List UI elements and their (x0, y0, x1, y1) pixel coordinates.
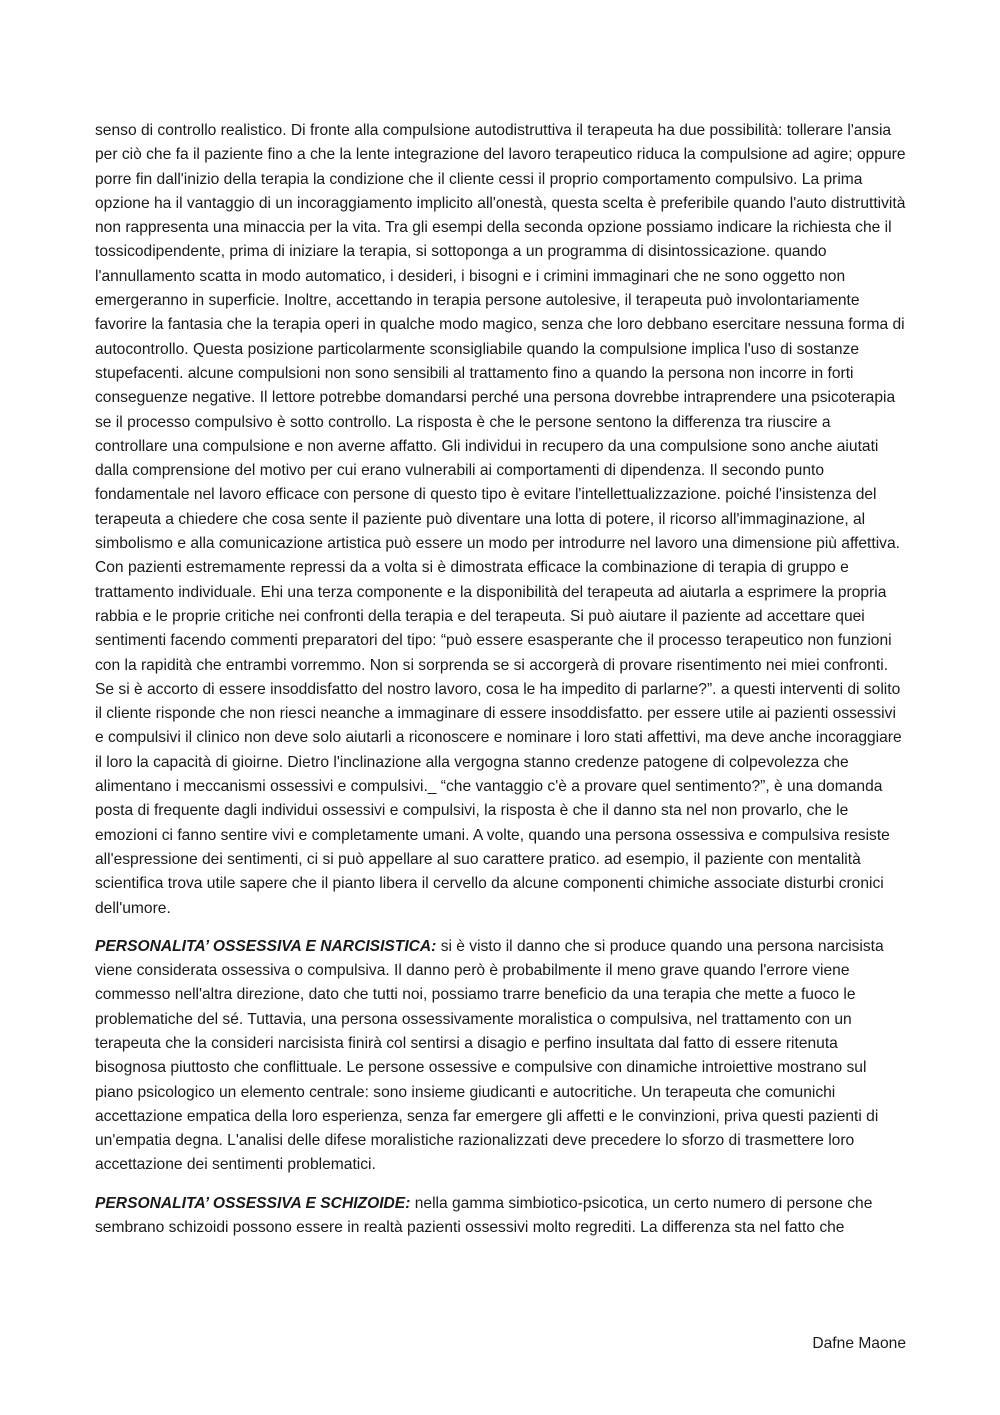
section-heading-schizoide: PERSONALITA’ OSSESSIVA E SCHIZOIDE: (95, 1194, 411, 1212)
footer-author: Dafne Maone (812, 1335, 906, 1352)
paragraph-1: senso di controllo realistico. Di fronte alla compulsione autodistruttiva il terapeuta ha due possibilità: tollerare l'ansia per ciò che fa il paziente fino a che la lente integrazione del lavoro terapeutico riduca la compulsione ad agire; oppure porre fin dall'inizio della terapia la condizione che il cliente cessi il proprio comportamento compulsivo. La prima opzione ha il vantaggio di un incoraggiamento implicito all'onestà, questa scelta è preferibile quando l'auto distruttività non rappresenta una minaccia per la vita. Tra gli esempi della seconda opzione possiamo indicare la richiesta che il tossicodipendente, prima di iniziare la terapia, si sottoponga a un programma di disintossicazione. quando l'annullamento scatta in modo automatico, i desideri, i bisogni e i crimini immaginari che ne sono oggetto non emergeranno in superficie. Inoltre, accettando in terapia persone autolesive, il terapeuta può involontariamente favorire la fantasia che la terapia operi in qualche modo magico, senza che loro debbano esercitare nessuna forma di autocontrollo. Questa posizione particolarmente sconsigliabile quando la compulsione implica l'uso di sostanze stupefacenti. alcune compulsioni non sono sensibili al trattamento fino a quando la persona non incorre in forti conseguenze negative. Il lettore potrebbe domandarsi perché una persona dovrebbe intraprendere una psicoterapia se il processo compulsivo è sotto controllo. La risposta è che le persone sentono la differenza tra riuscire a controllare una compulsione e non averne affatto. Gli individui in recupero da una compulsione sono anche aiutati dalla comprensione del motivo per cui erano vulnerabili ai comportamenti di dipendenza. Il secondo punto fondamentale nel lavoro efficace con persone di questo tipo è evitare l'intellettualizzazione. poiché l'insistenza del terapeuta a chiedere che cosa sente il paziente può diventare una lotta di potere, il ricorso all'immaginazione, al simbolismo e alla comunicazione artistica può essere un modo per introdurre nel lavoro una dimensione più affettiva. Con pazienti estremamente repressi da a volta si è dimostrata efficace la combinazione di terapia di gruppo e trattamento individuale. Ehi una terza componente e la disponibilità del terapeuta ad aiutarla a esprimere la propria rabbia e le proprie critiche nei confronti della terapia e del terapeuta. Si può aiutare il paziente ad accettare quei sentimenti facendo commenti preparatori del tipo: “può essere esasperante che il processo terapeutico non funzioni con la rapidità che entrambi vorremmo. Non si sorprenda se si accorgerà di provare risentimento nei miei confronti. Se si è accorto di essere insoddisfatto del nostro lavoro, cosa le ha impedito di parlarne?”. a questi interventi di solito il cliente risponde che non riesci neanche a immaginare di essere insoddisfatto. per essere utile ai pazienti ossessivi e compulsivi il clinico non deve solo aiutarli a riconoscere e nominare i loro stati affettivi, ma deve anche incoraggiare il loro la capacità di gioirne. Dietro l'inclinazione alla vergogna stanno credenze patogene di colpevolezza che alimentano i meccanismi ossessivi e compulsivi._ “che vantaggio c'è a provare quel sentimento?”, è una domanda posta di frequente dagli individui ossessivi e compulsivi, la risposta è che il danno sta nel non provarlo, che le emozioni ci fanno sentire vivi e completamente umani. A volte, quando una persona ossessiva e compulsiva resiste all'espressione dei sentimenti, ci si può appellare al suo carattere pratico. ad esempio, il paziente con mentalità scientifica trova utile sapere che il pianto libera il cervello da alcune componenti chimiche associate disturbi cronici dell'umore. (95, 122, 906, 917)
paragraph-2 (95, 935, 907, 1178)
paragraph-3 (95, 1192, 907, 1241)
paragraph-3-body: nella gamma simbiotico-psicotica, un certo numero di persone che sembrano schizoidi possono essere in realtà pazienti ossessivi molto regrediti. La differenza sta nel fatto che (95, 1194, 873, 1237)
section-heading-narcisistica: PERSONALITA’ OSSESSIVA E NARCISISTICA: (95, 937, 437, 955)
body-text (95, 119, 907, 1254)
paragraph-2-body: si è visto il danno che si produce quando una persona narcisista viene considerata ossessiva o compulsiva. Il danno però è probabilmente il meno grave quando l'errore viene commesso nell'altra direzione, dato che tutti noi, possiamo trarre beneficio da una terapia che mette a fuoco le problematiche del sé. Tuttavia, una persona ossessivamente moralistica o compulsiva, nel trattamento con un terapeuta che la consideri narcisista finirà col sentirsi a disagio e perfino insultata dal fatto di essere ritenuta bisognosa piuttosto che conflittuale. Le persone ossessive e compulsive con dinamiche introiettive mostrano sul piano psicologico un elemento centrale: sono insieme giudicanti e autocritiche. Un terapeuta che comunichi accettazione empatica della loro esperienza, senza far emergere gli affetti e le convinzioni, priva questi pazienti di un'empatia degna. L'analisi delle difese moralistiche razionalizzati deve precedere lo sforzo di trasmettere loro accettazione dei sentimenti problematici. (95, 937, 884, 1174)
